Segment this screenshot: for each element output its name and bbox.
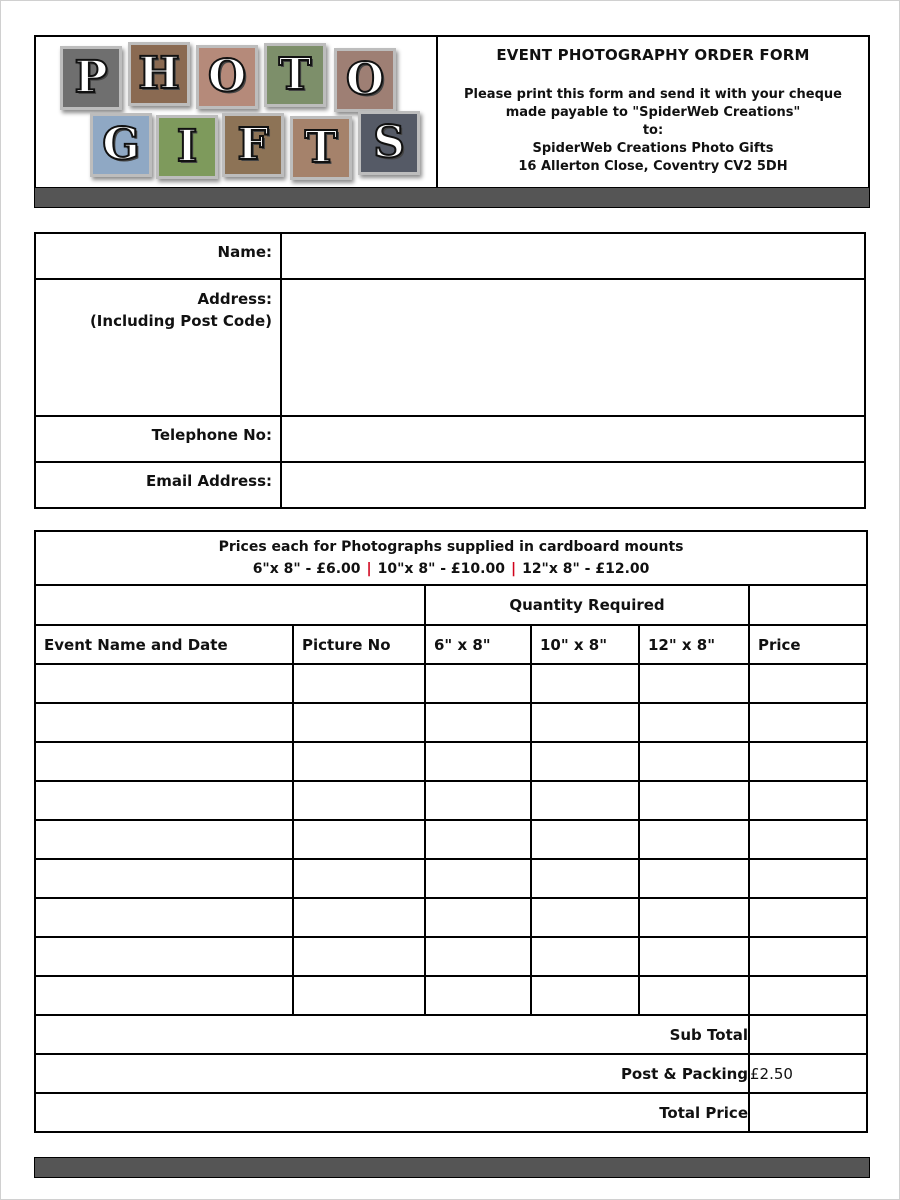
order-row — [35, 898, 867, 937]
email-label: Email Address: — [35, 462, 281, 508]
price-cell[interactable] — [749, 781, 867, 820]
picture-no-cell[interactable] — [293, 859, 425, 898]
price-cell[interactable] — [749, 703, 867, 742]
recipient-name: SpiderWeb Creations Photo Gifts — [532, 141, 774, 156]
price-list — [35, 531, 867, 585]
telephone-field[interactable] — [281, 416, 865, 462]
address-field[interactable] — [281, 279, 865, 416]
sub-total-label: Sub Total — [35, 1015, 749, 1054]
logo-tile: S — [358, 111, 420, 175]
form-title: EVENT PHOTOGRAPHY ORDER FORM — [496, 46, 810, 64]
order-row — [35, 664, 867, 703]
contact-details-table — [34, 232, 866, 509]
order-row — [35, 742, 867, 781]
blank-header-cell — [35, 585, 425, 625]
total-price-field[interactable] — [749, 1093, 867, 1132]
sub-total-field[interactable] — [749, 1015, 867, 1054]
order-row — [35, 703, 867, 742]
price-cell[interactable] — [749, 898, 867, 937]
price-cell[interactable] — [749, 820, 867, 859]
event-name-cell[interactable] — [35, 742, 293, 781]
event-name-cell[interactable] — [35, 898, 293, 937]
picture-no-cell[interactable] — [293, 898, 425, 937]
address-label-text: Address: — [197, 290, 272, 308]
column-header-6x8: 6" x 8" — [425, 625, 531, 664]
price-cell[interactable] — [749, 937, 867, 976]
order-row — [35, 820, 867, 859]
picture-no-cell[interactable] — [293, 742, 425, 781]
instruction-line: Please print this form and send it with your cheque — [464, 87, 842, 102]
price-12x8: 12"x 8" - £12.00 — [522, 561, 650, 577]
name-field[interactable] — [281, 233, 865, 279]
price-cell[interactable] — [749, 859, 867, 898]
logo-tile: T — [264, 43, 326, 107]
qty-12x8-cell[interactable] — [639, 937, 749, 976]
column-header-price: Price — [749, 625, 867, 664]
qty-10x8-cell[interactable] — [531, 703, 639, 742]
logo-tile: O — [334, 48, 396, 112]
price-options — [36, 558, 866, 580]
event-name-cell[interactable] — [35, 820, 293, 859]
form-header — [34, 35, 870, 189]
order-row — [35, 781, 867, 820]
address-sub-label: (Including Post Code) — [89, 312, 272, 330]
column-header-12x8: 12" x 8" — [639, 625, 749, 664]
event-name-cell[interactable] — [35, 664, 293, 703]
price-cell[interactable] — [749, 664, 867, 703]
qty-12x8-cell[interactable] — [639, 976, 749, 1015]
qty-12x8-cell[interactable] — [639, 664, 749, 703]
header-divider-band — [34, 187, 870, 208]
qty-12x8-cell[interactable] — [639, 742, 749, 781]
qty-6x8-cell[interactable] — [425, 859, 531, 898]
event-name-cell[interactable] — [35, 976, 293, 1015]
qty-10x8-cell[interactable] — [531, 664, 639, 703]
logo-tile: O — [196, 45, 258, 109]
telephone-label: Telephone No: — [35, 416, 281, 462]
address-label — [35, 279, 281, 416]
order-row — [35, 976, 867, 1015]
qty-12x8-cell[interactable] — [639, 703, 749, 742]
event-name-cell[interactable] — [35, 781, 293, 820]
price-separator: | — [366, 561, 372, 577]
qty-6x8-cell[interactable] — [425, 742, 531, 781]
qty-10x8-cell[interactable] — [531, 742, 639, 781]
recipient-address: 16 Allerton Close, Coventry CV2 5DH — [518, 159, 788, 174]
qty-10x8-cell[interactable] — [531, 820, 639, 859]
event-name-cell[interactable] — [35, 937, 293, 976]
order-instructions — [438, 37, 868, 187]
qty-6x8-cell[interactable] — [425, 820, 531, 859]
column-header-event: Event Name and Date — [35, 625, 293, 664]
price-heading: Prices each for Photographs supplied in cardboard mounts — [218, 539, 684, 555]
price-10x8: 10"x 8" - £10.00 — [377, 561, 505, 577]
price-6x8: 6"x 8" - £6.00 — [252, 561, 361, 577]
qty-10x8-cell[interactable] — [531, 937, 639, 976]
qty-6x8-cell[interactable] — [425, 781, 531, 820]
order-row — [35, 859, 867, 898]
qty-12x8-cell[interactable] — [639, 781, 749, 820]
instruction-line: made payable to "SpiderWeb Creations" — [505, 105, 801, 120]
picture-no-cell[interactable] — [293, 820, 425, 859]
qty-10x8-cell[interactable] — [531, 859, 639, 898]
picture-no-cell[interactable] — [293, 781, 425, 820]
post-packing-label: Post & Packing — [35, 1054, 749, 1093]
picture-no-cell[interactable] — [293, 937, 425, 976]
instructions-text — [438, 86, 868, 176]
logo-tile: F — [222, 113, 284, 177]
logo-tile: H — [128, 42, 190, 106]
qty-6x8-cell[interactable] — [425, 976, 531, 1015]
instruction-line: to: — [642, 123, 664, 138]
qty-10x8-cell[interactable] — [531, 976, 639, 1015]
qty-6x8-cell[interactable] — [425, 898, 531, 937]
column-header-picture-no: Picture No — [293, 625, 425, 664]
picture-no-cell[interactable] — [293, 703, 425, 742]
qty-12x8-cell[interactable] — [639, 859, 749, 898]
qty-12x8-cell[interactable] — [639, 898, 749, 937]
logo-tile: I — [156, 115, 218, 179]
column-header-10x8: 10" x 8" — [531, 625, 639, 664]
price-cell[interactable] — [749, 976, 867, 1015]
qty-10x8-cell[interactable] — [531, 781, 639, 820]
logo-tile: P — [60, 46, 122, 110]
post-packing-value: £2.50 — [749, 1054, 867, 1093]
name-label: Name: — [35, 233, 281, 279]
price-cell[interactable] — [749, 742, 867, 781]
picture-no-cell[interactable] — [293, 664, 425, 703]
qty-6x8-cell[interactable] — [425, 703, 531, 742]
blank-header-cell — [749, 585, 867, 625]
qty-6x8-cell[interactable] — [425, 937, 531, 976]
email-field[interactable] — [281, 462, 865, 508]
photo-gifts-logo — [36, 37, 438, 187]
total-price-label: Total Price — [35, 1093, 749, 1132]
qty-6x8-cell[interactable] — [425, 664, 531, 703]
order-row — [35, 937, 867, 976]
event-name-cell[interactable] — [35, 703, 293, 742]
qty-10x8-cell[interactable] — [531, 898, 639, 937]
event-name-cell[interactable] — [35, 859, 293, 898]
quantity-required-header: Quantity Required — [425, 585, 749, 625]
order-table — [34, 530, 868, 1133]
footer-band — [34, 1157, 870, 1178]
logo-tile: G — [90, 113, 152, 177]
price-separator: | — [510, 561, 517, 577]
picture-no-cell[interactable] — [293, 976, 425, 1015]
logo-tile: T — [290, 116, 352, 180]
qty-12x8-cell[interactable] — [639, 820, 749, 859]
